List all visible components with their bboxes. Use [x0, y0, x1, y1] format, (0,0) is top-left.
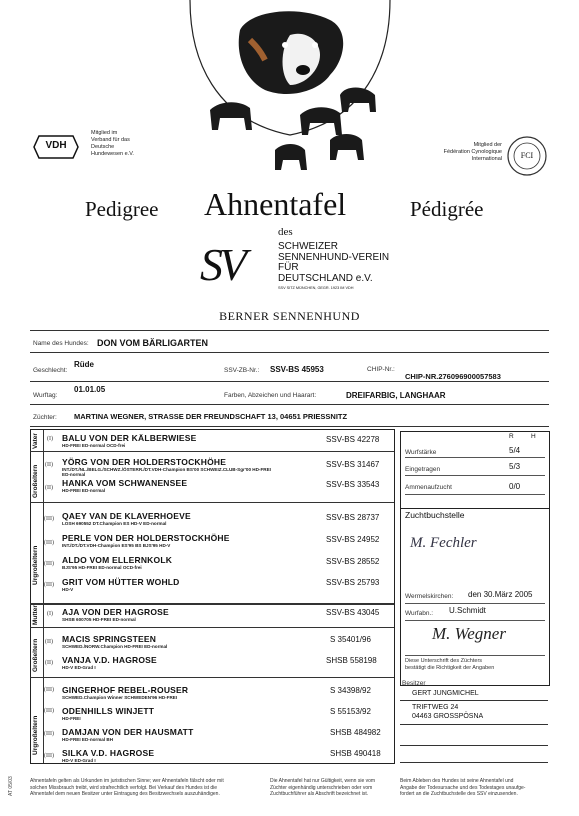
breeder-label: Züchter: — [33, 414, 57, 421]
dog-entry-name: YÖRG VON DER HOLDERSTOCKHÖHE — [62, 457, 227, 467]
dog-entry-titles: HD-FREI ED-normal OCD-frei — [62, 443, 126, 448]
gen-label: (III) — [44, 561, 54, 567]
dog-entry-name: HANKA VOM SCHWANENSEE — [62, 478, 188, 488]
berner-dogs-illustration — [180, 0, 400, 185]
dog-entry-reg: SSV-BS 24952 — [326, 535, 380, 544]
dog-entry-name: SILKA V.D. HAGROSE — [62, 748, 155, 758]
place-label: Wermelskirchen: — [405, 593, 454, 600]
litter-value-eingetragen: 5/3 — [509, 462, 521, 471]
footer-legal-2 — [270, 778, 395, 798]
dob-label: Wurftag: — [33, 392, 58, 399]
dog-entry-titles: LOSH 690552 DT.Champion ES HD-V ED-normal — [62, 521, 167, 526]
wurfabn-value: U.Schmidt — [449, 606, 486, 615]
dog-entry-titles: HD-FREI ED-normal BH — [62, 737, 114, 742]
form-code: AT 05/03 — [8, 776, 14, 796]
footer3-line-2: Angabe der Todesursache und des Todestages unaufge- — [400, 784, 526, 791]
club-small-text: SSV SITZ MÜNCHEN, GEGR. 1923 IM VDH — [278, 286, 354, 290]
gen-label: (III) — [44, 708, 54, 714]
dog-entry-reg: SSV-BS 43045 — [326, 608, 380, 617]
dog-entry-titles-2: ED-normal — [62, 472, 86, 477]
fci-line-3: International — [471, 156, 502, 162]
color: DREIFARBIG, LANGHAAR — [346, 391, 446, 400]
dog-entry-titles: INT./DT./DT.VDH-Champion ES'95 BS BJS'95 HD-V — [62, 543, 171, 548]
stud-book-title: Zuchtbuchstelle — [405, 510, 465, 520]
gen-label: (III) — [44, 753, 54, 759]
gen-label: (II) — [45, 660, 53, 666]
footer2-line-3: Zuchtbuchführer als Abschrift bezeichnet ist. — [270, 791, 369, 797]
footer-legal-3 — [400, 778, 550, 798]
dog-entry-name: QAEY VAN DE KLAVERHOEVE — [62, 511, 191, 521]
owner-label: Besitzer — [402, 680, 426, 687]
confirm-line-2: bestätigt die Richtigkeit der Angaben — [405, 665, 495, 671]
breeder: MARTINA WEGNER, STRASSE DER FREUNDSCHAFT 13, 04651 PRIESSNITZ — [74, 412, 348, 421]
dog-entry-titles: HD-V — [62, 587, 74, 592]
dog-name-label: Name des Hundes: — [33, 340, 89, 347]
litter-label-wurfstaerke: Wurfstärke — [405, 449, 437, 456]
title-pedigree-fr: Pédigrée — [410, 197, 484, 221]
owner-street: TRIFTWEG 24 — [412, 704, 459, 711]
dog-entry-titles: HD-V ED-Grad I — [62, 665, 96, 670]
gen-label: (III) — [44, 516, 54, 522]
section-grosseltern-dam: Großeltern — [32, 638, 39, 672]
gen-label: (III) — [44, 582, 54, 588]
vdh-line-3: Deutsche — [91, 144, 115, 150]
dog-entry-name: MACIS SPRINGSTEEN — [62, 634, 157, 644]
vdh-logo — [33, 134, 79, 160]
dog-entry-titles: HD-FREI ED-normal — [62, 488, 106, 493]
confirm-line-1: Diese Unterschrift des Züchters — [405, 658, 483, 664]
gen-label: (I) — [47, 436, 53, 442]
dog-entry-reg: SHSB 490418 — [330, 749, 381, 758]
dog-entry-titles: HD-FREI — [62, 716, 81, 721]
gen-label: (II) — [45, 485, 53, 491]
zb-number: SSV-BS 45953 — [270, 365, 324, 374]
chip-label: CHIP-Nr.: — [367, 366, 395, 373]
dog-entry-reg: S 35401/96 — [330, 635, 371, 644]
dog-entry-titles: SCHWED.Champion Winner SCHWEDEN'96 HD-FREI — [62, 695, 178, 700]
dog-entry-reg: SHSB 558198 — [326, 656, 377, 665]
ssv-logo: SV — [200, 239, 244, 290]
footer1-line-3: Ahnentafel dem neuen Besitzer unter Eintragung des Besitzwechsels auszuhändigen. — [30, 791, 220, 797]
dog-entry-titles: INT./DT./NL./BELG./SCHWZ./ÖSTERR./DT.VDH-Champion BS'00 SCHWEIZ.CLUB-Sgr'00 HD-FREI — [62, 467, 271, 472]
dog-entry-reg: SSV-BS 28737 — [326, 513, 380, 522]
vdh-line-4: Hundewesen e.V. — [91, 151, 134, 157]
gen-label: (III) — [44, 731, 54, 737]
section-mutter: Mutter — [32, 605, 39, 625]
title-des: des — [278, 226, 293, 238]
dog-entry-reg: SSV-BS 28552 — [326, 557, 380, 566]
vdh-membership — [91, 130, 134, 158]
dog-entry-reg: S 34398/92 — [330, 686, 371, 695]
breed: BERNER SENNENHUND — [219, 309, 360, 323]
fci-logo-text: FCI — [520, 151, 534, 160]
dog-entry-name: DAMJAN VON DER HAUSMATT — [62, 727, 194, 737]
title-pedigree-en: Pedigree — [85, 197, 159, 221]
gen-label: (II) — [45, 639, 53, 645]
fci-line-2: Fédération Cynologique — [443, 149, 502, 155]
gen-label: (I) — [47, 611, 53, 617]
litter-r-head: R — [509, 433, 514, 440]
dog-entry-name: GRIT VOM HÜTTER WOHLD — [62, 577, 180, 587]
dog-entry-name: VANJA V.D. HAGROSE — [62, 655, 157, 665]
chip-number: CHIP-NR.276096900057583 — [405, 372, 501, 381]
fci-logo — [506, 135, 548, 177]
dog-entry-reg: SSV-BS 42278 — [326, 435, 380, 444]
vdh-line-2: Verband für das — [91, 137, 130, 143]
sex: Rüde — [74, 360, 94, 369]
dog-entry-titles: HD-V ED-Grad I — [62, 758, 96, 763]
dog-entry-titles: SCHWED./NORW.Champion HD-FREI ED-normal — [62, 644, 168, 649]
club-name — [278, 242, 389, 284]
color-label: Farben, Abzeichen und Haarart: — [224, 392, 317, 399]
footer1-line-1: Ahnentafeln gelten als Urkunden im juristischen Sinne; wer Ahnentafeln fälscht oder mit — [30, 778, 224, 784]
gen-label: (II) — [45, 462, 53, 468]
dog-entry-name: AJA VON DER HAGROSE — [62, 607, 169, 617]
dog-entry-reg: SHSB 484982 — [330, 728, 381, 737]
vdh-line-1: Mitglied im — [91, 130, 118, 136]
dog-entry-reg: SSV-BS 25793 — [326, 578, 380, 587]
fci-membership — [432, 142, 502, 163]
dog-entry-name: BALU VON DER KÄLBERWIESE — [62, 433, 197, 443]
breeder-signature: M. Wegner — [432, 624, 506, 643]
dog-entry-name: PERLE VON DER HOLDERSTOCKHÖHE — [62, 533, 230, 543]
stud-book-signature: M. Fechler — [410, 535, 477, 551]
breeder-confirm-text — [405, 658, 494, 672]
vdh-logo-text: VDH — [45, 140, 67, 151]
dog-entry-reg: S 55153/92 — [330, 707, 371, 716]
section-urgrosseltern-sire: Urgroßeltern — [32, 545, 39, 585]
dob: 01.01.05 — [74, 385, 106, 394]
footer1-line-2: solchen Missbrauch treibt, wird strafrechtlich verfolgt. Bei Verkauf des Hundes ist die — [30, 784, 218, 791]
dog-entry-reg: SSV-BS 33543 — [326, 480, 380, 489]
dog-entry-name: GINGERHOF REBEL-ROUSER — [62, 685, 189, 695]
litter-h-head: H — [531, 433, 536, 440]
owner-city: 04463 GROSSPÖSNA — [412, 713, 484, 720]
dog-entry-titles: BJS'95 HD-FREI ED-normal OCD-frei — [62, 565, 142, 570]
fci-line-1: Mitglied der — [473, 142, 502, 148]
club-name-1: SCHWEIZER — [278, 241, 338, 252]
dog-entry-reg: SSV-BS 31467 — [326, 460, 380, 469]
dog-entry-name: ALDO VOM ELLERNKOLK — [62, 555, 173, 565]
gen-label: (III) — [44, 540, 54, 546]
wurfabn-label: Wurfabn.: — [405, 610, 434, 617]
zb-label: SSV-ZB-Nr.: — [224, 367, 260, 374]
place-date: den 30.März 2005 — [468, 590, 533, 599]
footer-legal-1 — [30, 778, 265, 798]
footer2-line-2: Züchter eigenhändig unterschrieben oder vom — [270, 784, 373, 791]
litter-value-amme: 0/0 — [509, 482, 521, 491]
litter-value-wurfstaerke: 5/4 — [509, 446, 521, 455]
dog-entry-titles: SHSB 600705 HD-FREI ED-normal — [62, 617, 136, 622]
gen-label: (III) — [44, 687, 54, 693]
club-name-4: DEUTSCHLAND e.V. — [278, 272, 373, 284]
club-name-3: FÜR — [278, 262, 299, 273]
title-ahnentafel: Ahnentafel — [204, 186, 347, 222]
section-vater: Vater — [32, 433, 39, 449]
litter-label-eingetragen: Eingetragen — [405, 466, 441, 473]
section-grosseltern-sire: Großeltern — [32, 464, 39, 498]
club-name-2: SENNENHUND-VEREIN — [278, 251, 390, 263]
litter-label-amme: Ammenaufzucht — [405, 484, 452, 491]
dog-entry-name: ODENHILLS WINJETT — [62, 706, 155, 716]
footer2-line-1: Die Ahnentafel hat nur Gültigkeit, wenn sie vom — [270, 778, 376, 784]
footer3-line-3: fordert an die Zuchtbuchstelle des SSV einzusenden. — [400, 791, 518, 797]
sex-label: Geschlecht: — [33, 367, 68, 374]
footer3-line-1: Beim Ableben des Hundes ist seine Ahnentafel und — [400, 778, 514, 784]
section-urgrosseltern-dam: Urgroßeltern — [32, 715, 39, 755]
dog-name: DON VOM BÄRLIGARTEN — [97, 338, 208, 348]
owner-name: GERT JUNGMICHEL — [412, 690, 479, 697]
